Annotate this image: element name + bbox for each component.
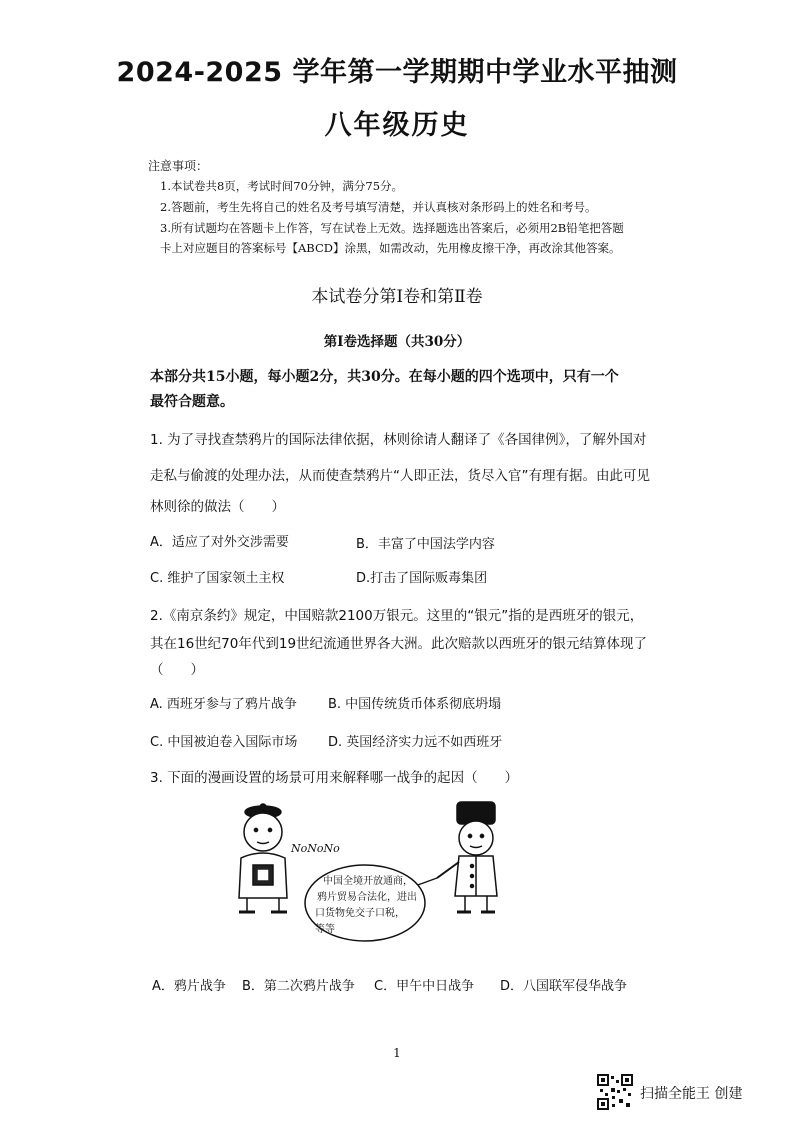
exam-title: 2024-2025 学年第一学期期中学业水平抽测 (116, 57, 678, 88)
question-1-option-a: A．适应了对外交涉需要 (150, 535, 289, 550)
question-2-option-d: D. 英国经济实力远不如西班牙 (328, 735, 503, 750)
foreign-figure (415, 802, 497, 912)
question-2-text: （ ） (150, 662, 204, 678)
question-1-option-d: D.打击了国际贩毒集团 (356, 571, 488, 586)
question-2-option-c: C. 中国被迫卷入国际市场 (150, 735, 298, 750)
part1-intro: 最符合题意。 (150, 394, 234, 410)
exam-subtitle: 八年级历史 (324, 110, 470, 141)
question-1-option-c: C. 维护了国家领土主权 (150, 571, 285, 586)
cartoon-speech-left: NoNoNo (291, 842, 340, 855)
notes-heading: 注意事项： (148, 159, 209, 173)
part1-intro: 本部分共15小题，每小题2分，共30分。在每小题的四个选项中，只有一个 (150, 369, 619, 385)
bubble-text-line: 口货物免交子口税， (315, 908, 405, 919)
qr-code-icon (597, 1074, 633, 1110)
question-2-option-b: B. 中国传统货币体系彻底坍塌 (328, 697, 502, 712)
section-title: 本试卷分第Ⅰ卷和第Ⅱ卷 (311, 287, 483, 307)
bubble-text-line: 等等 (315, 924, 335, 935)
note-item: 卡上对应题目的答案标号【ABCD】涂黑，如需改动，先用橡皮擦干净，再改涂其他答案。 (160, 241, 621, 255)
question-1-text: 走私与偷渡的处理办法，从而使查禁鸦片“人即正法，货尽入官”有理有据。由此可见 (150, 468, 650, 484)
cartoon-illustration (225, 800, 535, 950)
question-2-text: 其在16世纪70年代到19世纪流通世界各大洲。此次赔款以西班牙的银元结算体现了 (150, 636, 648, 652)
bubble-text-line: 鸦片贸易合法化，进出 (317, 892, 417, 903)
page-number: 1 (393, 1046, 401, 1060)
question-3-option-b: B．第二次鸦片战争 (242, 979, 355, 994)
note-item: 1.本试卷共8页，考试时间70分钟，满分75分。 (160, 179, 404, 193)
question-2-text: 2.《南京条约》规定，中国赔款2100万银元。这里的“银元”指的是西班牙的银元， (150, 608, 644, 624)
question-1-option-b: B．丰富了中国法学内容 (356, 537, 495, 552)
question-3-option-d: D．八国联军侵华战争 (500, 979, 628, 994)
note-item: 3.所有试题均在答题卡上作答，写在试卷上无效。选择题选出答案后，必须用2B铅笔把答题 (160, 221, 624, 235)
question-3-option-c: C．甲午中日战争 (374, 979, 475, 994)
note-item: 2.答题前，考生先将自己的姓名及考号填写清楚，并认真核对条形码上的姓名和考号。 (160, 200, 597, 214)
question-1-text: 林则徐的做法（ ） (150, 499, 285, 515)
question-3-option-a: A．鸦片战争 (152, 979, 226, 994)
question-1-text: 1. 为了寻找查禁鸦片的国际法律依据，林则徐请人翻译了《各国律例》，了解外国对 (150, 432, 647, 448)
question-2-option-a: A. 西班牙参与了鸦片战争 (150, 697, 297, 712)
qing-official-figure (239, 804, 287, 912)
part1-title: 第Ⅰ卷选择题（共30分） (323, 334, 471, 350)
bubble-text-line: 中国全境开放通商， (323, 876, 413, 887)
scanner-watermark-text: 扫描全能王 创建 (640, 1086, 743, 1102)
question-3-text: 3. 下面的漫画设置的场景可用来解释哪一战争的起因（ ） (150, 770, 519, 786)
